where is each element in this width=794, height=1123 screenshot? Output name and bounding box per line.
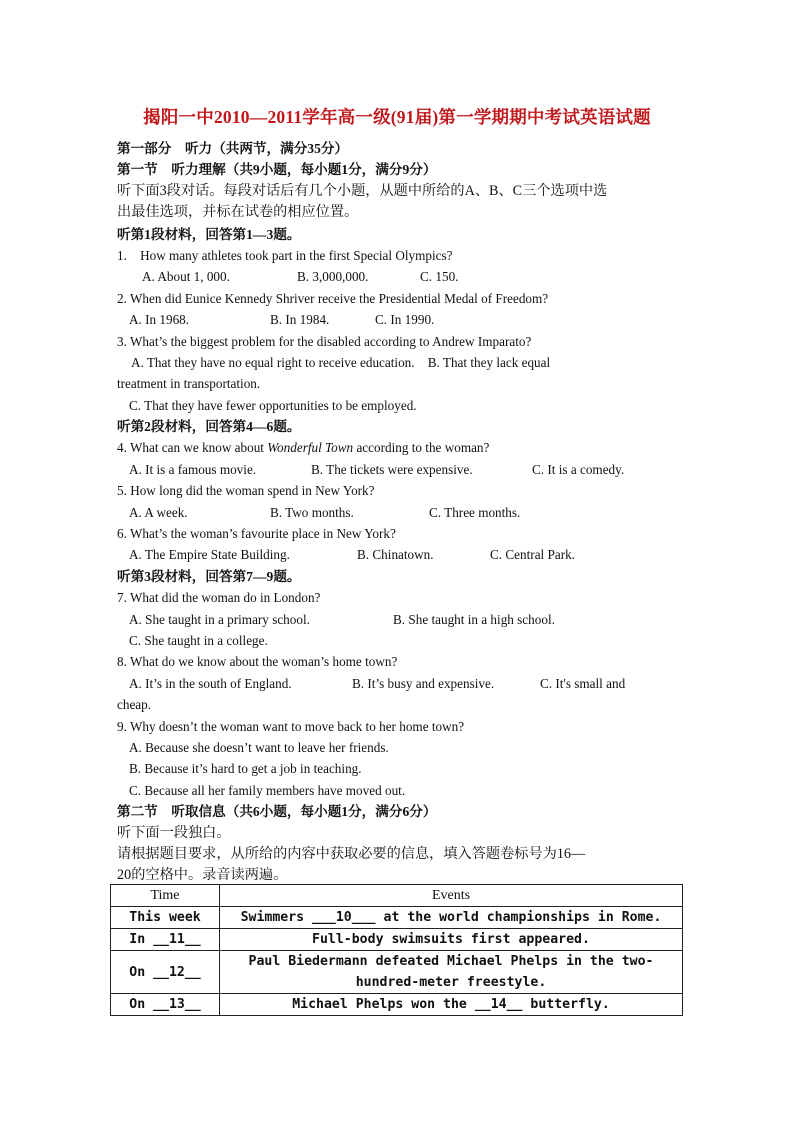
question-6-options bbox=[117, 544, 687, 565]
option-6c: C. Central Park. bbox=[490, 547, 575, 563]
section2-instruction: 听下面一段独白。 bbox=[117, 824, 231, 841]
time-cell: On __12__ bbox=[111, 951, 220, 994]
option-5a: A. A week. bbox=[129, 504, 188, 520]
option-9b: B. Because it’s hard to get a job in teaching. bbox=[129, 761, 362, 777]
option-4b: B. The tickets were expensive. bbox=[311, 461, 473, 477]
question-1: 1. How many athletes took part in the first Special Olympics? bbox=[117, 247, 453, 263]
events-column-header: Events bbox=[220, 885, 683, 907]
material-3-heading: 听第3段材料，回答第7—9题。 bbox=[117, 568, 301, 584]
listening-section bbox=[117, 138, 687, 887]
question-5-options bbox=[117, 502, 687, 523]
option-8a: A. It’s in the south of England. bbox=[129, 675, 292, 691]
events-table bbox=[110, 884, 683, 1016]
option-7c: C. She taught in a college. bbox=[129, 632, 268, 648]
table-row bbox=[111, 951, 683, 994]
table-header-row bbox=[111, 885, 683, 907]
material-2-heading: 听第2段材料，回答第4—6题。 bbox=[117, 419, 301, 435]
section1-heading: 第一节 听力理解（共9小题，每小题1分，满分9分） bbox=[117, 162, 437, 178]
time-cell: On __13__ bbox=[111, 994, 220, 1016]
question-4 bbox=[117, 437, 687, 458]
event-cell: Swimmers ___10___ at the world championships in Rome. bbox=[220, 907, 683, 929]
table-row bbox=[111, 994, 683, 1016]
question-3: 3. What’s the biggest problem for the disabled according to Andrew Imparato? bbox=[117, 333, 532, 349]
option-1a: A. About 1, 000. bbox=[142, 269, 230, 285]
table-row bbox=[111, 929, 683, 951]
time-cell: This week bbox=[111, 907, 220, 929]
section2-instruction-line-3: 20的空格中。录音读两遍。 bbox=[117, 867, 288, 884]
question-4-text-start: 4. What can we know about bbox=[117, 440, 268, 456]
material-1-heading: 听第1段材料，回答第1—3题。 bbox=[117, 226, 301, 242]
question-4-text-end: according to the woman? bbox=[353, 440, 490, 456]
question-6: 6. What’s the woman’s favourite place in New York? bbox=[117, 526, 396, 542]
question-3-option-b-continued: treatment in transportation. bbox=[117, 376, 261, 392]
question-8: 8. What do we know about the woman’s home town? bbox=[117, 654, 398, 670]
option-6b: B. Chinatown. bbox=[357, 547, 434, 563]
question-8-options bbox=[117, 673, 687, 694]
instructions-line-1: 听下面3段对话。每段对话后有几个小题，从题中所给的A、B、C三个选项中选 bbox=[117, 182, 608, 199]
option-7b: B. She taught in a high school. bbox=[393, 611, 555, 627]
question-2-options bbox=[117, 309, 687, 330]
option-7a: A. She taught in a primary school. bbox=[129, 611, 310, 627]
option-5c: C. Three months. bbox=[429, 504, 521, 520]
section2-instruction-line-2: 请根据题目要求，从所给的内容中获取必要的信息，填入答题卷标号为16— bbox=[117, 845, 586, 862]
question-7: 7. What did the woman do in London? bbox=[117, 590, 321, 606]
option-1c: C. 150. bbox=[420, 269, 459, 285]
option-1b: B. 3,000,000. bbox=[297, 269, 369, 285]
option-9a: A. Because she doesn’t want to leave her friends. bbox=[129, 739, 389, 755]
section2-heading: 第二节 听取信息（共6小题，每小题1分，满分6分） bbox=[117, 804, 437, 820]
option-2a: A. In 1968. bbox=[129, 312, 190, 328]
event-cell: Michael Phelps won the __14__ butterfly. bbox=[220, 994, 683, 1016]
instructions-line-2: 出最佳选项，并标在试卷的相应位置。 bbox=[117, 204, 359, 221]
part1-heading: 第一部分 听力（共两节，满分35分） bbox=[117, 141, 349, 156]
question-2: 2. When did Eunice Kennedy Shriver receive the Presidential Medal of Freedom? bbox=[117, 290, 549, 306]
question-3-options-ab: A. That they have no equal right to receive education. B. That they lack equal bbox=[131, 354, 551, 370]
question-4-title-italic: Wonderful Town bbox=[267, 440, 354, 456]
event-cell: Full-body swimsuits first appeared. bbox=[220, 929, 683, 951]
option-8c: C. It's small and bbox=[540, 675, 626, 691]
option-8c-continued: cheap. bbox=[117, 697, 152, 713]
question-1-options bbox=[117, 266, 687, 287]
option-8b: B. It’s busy and expensive. bbox=[352, 675, 495, 691]
option-3c: C. That they have fewer opportunities to be employed. bbox=[129, 397, 417, 413]
option-4a: A. It is a famous movie. bbox=[129, 461, 257, 477]
question-5: 5. How long did the woman spend in New York? bbox=[117, 483, 375, 499]
option-5b: B. Two months. bbox=[270, 504, 354, 520]
option-6a: A. The Empire State Building. bbox=[129, 547, 290, 563]
question-4-options bbox=[117, 459, 687, 480]
option-9c: C. Because all her family members have moved out. bbox=[129, 782, 406, 798]
time-column-header: Time bbox=[111, 885, 220, 907]
option-2c: C. In 1990. bbox=[375, 312, 435, 328]
time-cell: In __11__ bbox=[111, 929, 220, 951]
exam-title: 揭阳一中2010—2011学年高一级(91届)第一学期期中考试英语试题 bbox=[143, 107, 651, 127]
question-9: 9. Why doesn’t the woman want to move back to her home town? bbox=[117, 718, 465, 734]
option-4c: C. It is a comedy. bbox=[532, 461, 625, 477]
event-cell: Paul Biedermann defeated Michael Phelps in the two-hundred-meter freestyle. bbox=[220, 951, 683, 994]
question-7-options-ab bbox=[117, 609, 687, 630]
option-2b: B. In 1984. bbox=[270, 312, 330, 328]
table-row bbox=[111, 907, 683, 929]
